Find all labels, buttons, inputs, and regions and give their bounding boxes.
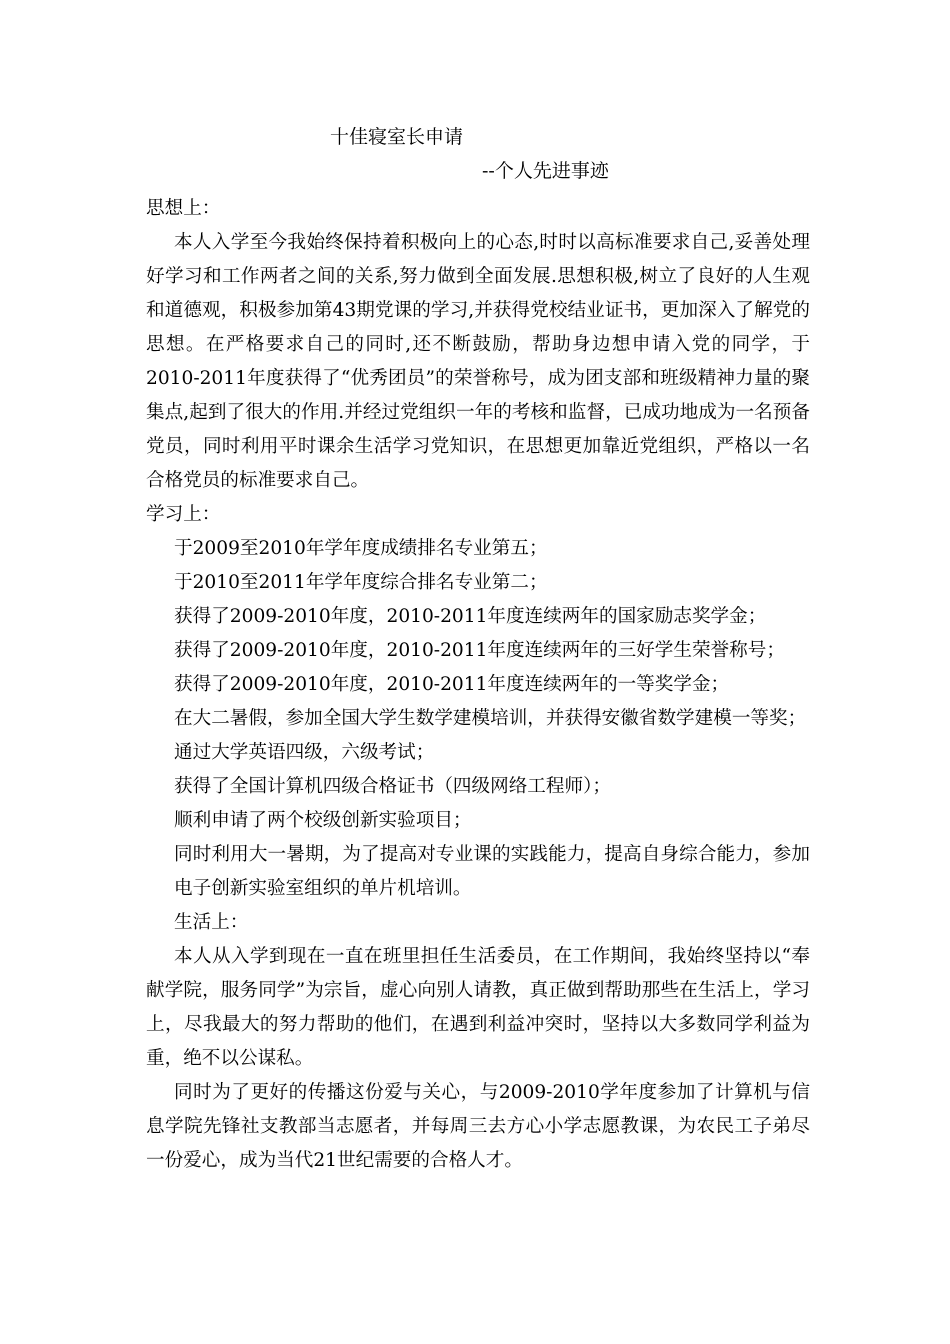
study-item: 获得了2009-2010年度，2010-2011年度连续两年的一等奖学金； [174, 674, 730, 695]
section-heading-life: 生活上： [174, 912, 249, 933]
study-item: 通过大学英语四级，六级考试； [174, 742, 435, 763]
study-item: 顺利申请了两个校级创新实验项目； [174, 810, 472, 831]
document-body [146, 192, 810, 1178]
study-item: 于2010至2011年学年度综合排名专业第二； [174, 572, 548, 593]
section-heading-study: 学习上： [146, 504, 221, 525]
document-subtitle: --个人先进事迹 [482, 160, 609, 182]
study-item: 获得了2009-2010年度，2010-2011年度连续两年的国家励志奖学金； [174, 606, 767, 627]
section-heading-thought: 思想上： [146, 198, 221, 219]
thought-paragraph: 本人入学至今我始终保持着积极向上的心态,时时以高标准要求自己,妥善处理好学习和工作两者之间的关系,努力做到全面发展.思想积极,树立了良好的人生观和道德观，积极参加第43期党课的学习,并获得党校结业证书，更加深入了解党的思想。在严格要求自己的同时,还不断鼓励，帮助身边想申请入党的同学，于2010-2011年度获得了“优秀团员”的荣誉称号，成为团支部和班级精神力量的聚集点,起到了很大的作用.并经过党组织一年的考核和监督，已成功地成为一名预备党员，同时利用平时课余生活学习党知识，在思想更加靠近党组织，严格以一名合格党员的标准要求自己。 [146, 232, 810, 491]
study-item: 在大二暑假，参加全国大学生数学建模培训，并获得安徽省数学建模一等奖； [174, 708, 807, 729]
study-item: 于2009至2010年学年度成绩排名专业第五； [174, 538, 548, 559]
study-item: 获得了全国计算机四级合格证书（四级网络工程师）； [174, 776, 611, 797]
document-title: 十佳寝室长申请 [330, 126, 464, 148]
study-item: 获得了2009-2010年度，2010-2011年度连续两年的三好学生荣誉称号； [174, 640, 785, 661]
life-paragraph: 本人从入学到现在一直在班里担任生活委员，在工作期间，我始终坚持以“奉献学院，服务同学”为宗旨，虚心向别人请教，真正做到帮助那些在生活上，学习上，尽我最大的努力帮助的他们，在遇到利益冲突时，坚持以大多数同学利益为重，绝不以公谋私。 [146, 946, 810, 1069]
study-item: 同时利用大一暑期，为了提高对专业课的实践能力，提高自身综合能力，参加电子创新实验室组织的单片机培训。 [174, 844, 810, 899]
life-paragraph: 同时为了更好的传播这份爱与关心，与2009-2010学年度参加了计算机与信息学院先锋社支教部当志愿者，并每周三去方心小学志愿教课，为农民工子弟尽一份爱心，成为当代21世纪需要的合格人才。 [146, 1082, 810, 1171]
